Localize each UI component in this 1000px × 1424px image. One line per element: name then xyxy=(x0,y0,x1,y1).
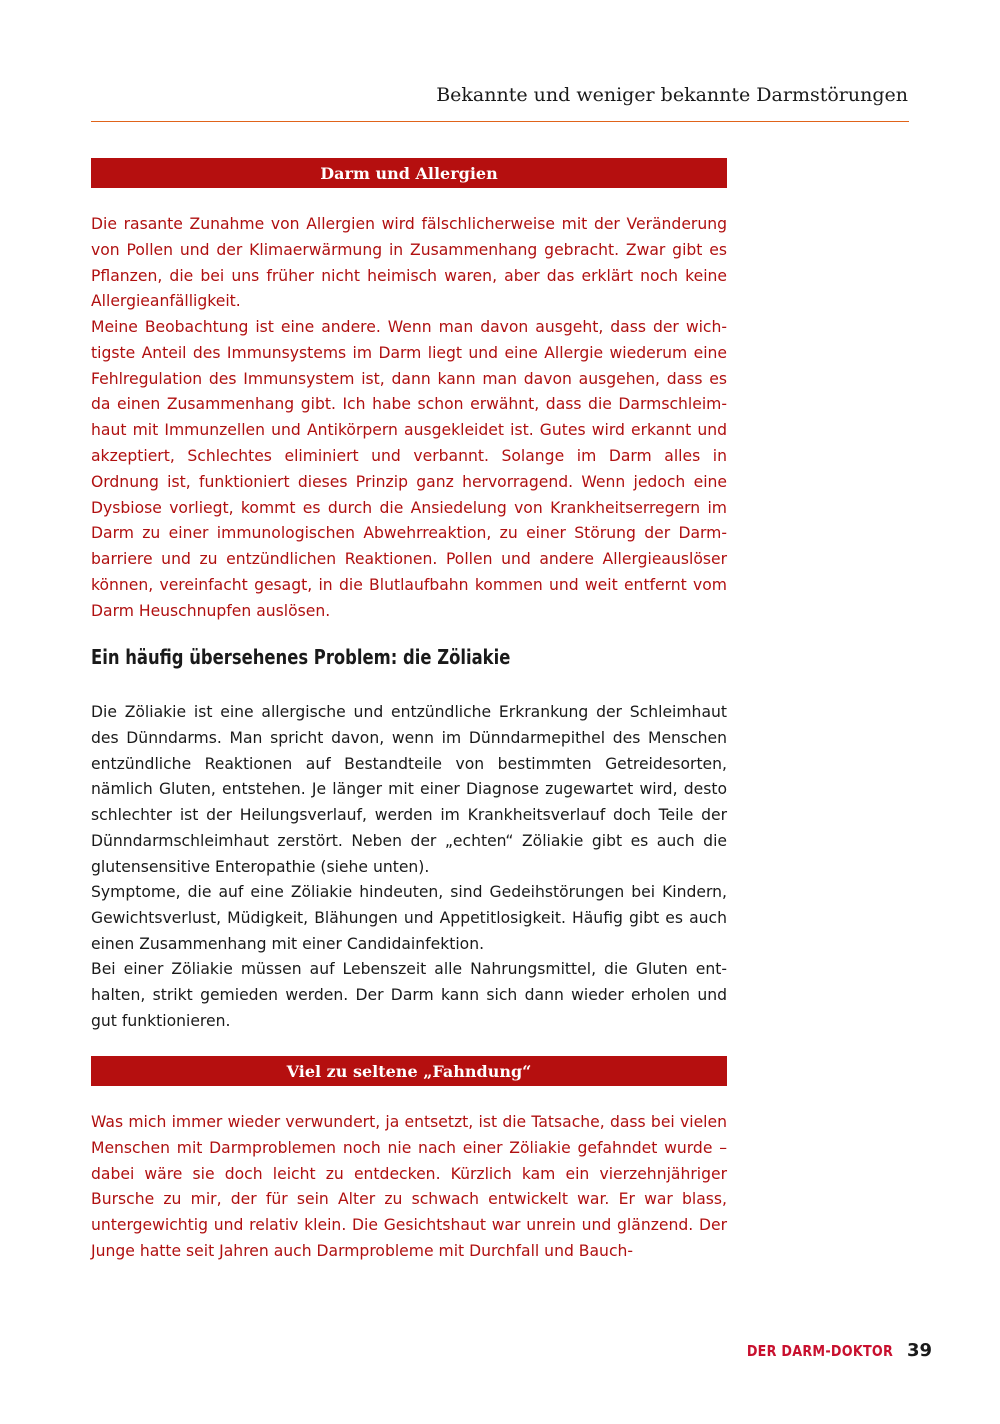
running-header-title: Bekannte und weniger bekannte Darmstörungen xyxy=(436,84,908,106)
footer-book-title: DER DARM-DOKTOR xyxy=(746,1342,893,1360)
box-title-fahndung: Viel zu seltene „Fahndung“ xyxy=(286,1061,532,1081)
page-number: 39 xyxy=(906,1340,932,1361)
body-paragraph-1: Die Zöliakie ist eine allergische und entzündliche Erkrankung der Schleimhaut des Dünndarms. Man spricht davon, wenn im Dünndarmepithel des Menschen entzündliche Reaktionen auf Bestandteile von bestimmten Getreidesorten, nämlich Gluten, entstehen. Je länger mit einer Diagnose zugewartet wird, desto schlechter ist der Heilungsverlauf, werden im Krankheitsverlauf doch Teile der Dünndarmschleimhaut zerstört. Neben der „echten“ Zöliakie gibt es auch die glutensensitive Enteropathie (siehe unten). xyxy=(91,703,727,876)
header-rule xyxy=(91,121,909,122)
box-paragraph-allergies-1: Die rasante Zunahme von Allergien wird fälschlicherweise mit der Veränderung von Pollen und der Klimaerwärmung in Zusammenhang gebracht. Zwar gibt es Pflanzen, die bei uns früher nicht heimisch waren, aber das erklärt noch keine Allergieanfälligkeit. xyxy=(91,215,727,311)
page-footer xyxy=(721,1340,932,1361)
section-heading-zoeliakie: Ein häufig übersehenes Problem: die Zöliakie xyxy=(91,645,511,669)
box-paragraph-allergies-2: Meine Beobachtung ist eine andere. Wenn man davon ausgeht, dass der wichtigste Anteil des Immunsystems im Darm liegt und eine Allergie wiederum eine Fehlregulation des Immunsystem ist, dann kann man davon ausgehen, dass es da einen Zusammenhang gibt. Ich habe schon erwähnt, dass die Darmschleimhaut mit Immunzellen und Antikörpern ausgekleidet ist. Gutes wird erkannt und akzeptiert, Schlechtes eliminiert und verbannt. Solange im Darm alles in Ordnung ist, funktioniert dieses Prinzip ganz hervorragend. Wenn jedoch eine Dysbiose vorliegt, kommt es durch die Ansiedelung von Krankheitserregern im Darm zu einer immunologischen Abwehrreaktion, zu einer Störung der Darmbarriere und zu entzündlichen Reaktionen. Pollen und andere Allergieauslöser können, vereinfacht gesagt, in die Blutlaufbahn kommen und weit entfernt vom Darm Heuschnupfen auslösen. xyxy=(91,318,727,620)
box-paragraph-fahndung-1: Was mich immer wieder verwundert, ja entsetzt, ist die Tatsache, dass bei vielen Menschen mit Darmproblemen noch nie nach einer Zöliakie gefahndet wurde – dabei wäre sie doch leicht zu entdecken. Kürzlich kam ein vierzehnjähriger Bursche zu mir, der für sein Alter zu schwach entwickelt war. Er war blass, untergewichtig und relativ klein. Die Gesichtshaut war unrein und glänzend. Der Junge hatte seit Jahren auch Darmprobleme mit Durchfall und Bauch- xyxy=(91,1113,727,1260)
body-paragraph-3: Bei einer Zöliakie müssen auf Lebenszeit alle Nahrungsmittel, die Gluten enthalten, strikt gemieden werden. Der Darm kann sich dann wieder erholen und gut funktionieren. xyxy=(91,960,727,1030)
box-title-allergies: Darm und Allergien xyxy=(320,163,498,183)
body-paragraph-2: Symptome, die auf eine Zöliakie hindeuten, sind Gedeihstörungen bei Kindern, Gewichtsverlust, Müdigkeit, Blähungen und Appetitlosigkeit. Häufig gibt es auch einen Zusammenhang mit einer Candidainfektion. xyxy=(91,883,727,953)
box-title-bar-allergies xyxy=(91,158,727,188)
box-title-bar-fahndung xyxy=(91,1056,727,1086)
